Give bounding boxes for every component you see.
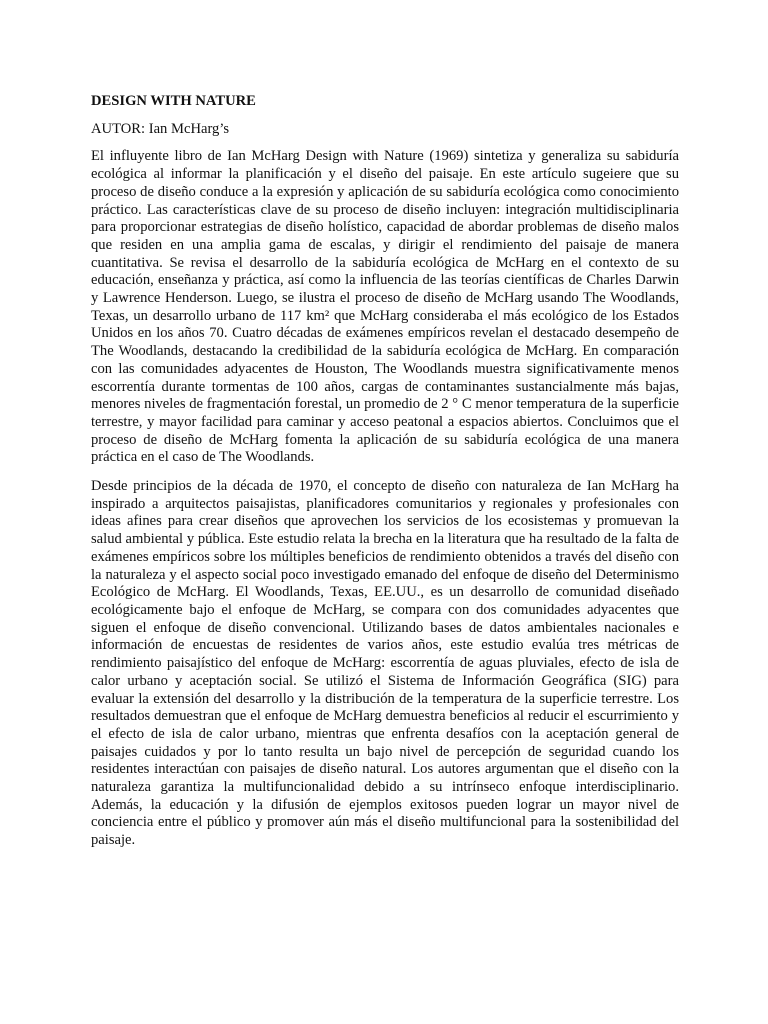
document-title: DESIGN WITH NATURE (91, 93, 256, 109)
abstract-paragraph: El influyente libro de Ian McHarg Design with Nature (1969) sintetiza y generaliza su sabiduría ecológica al informar la planificación y el diseño del paisaje. En este artículo sugeiere que su proceso de diseño conduce a la expresión y aplicación de su sabiduría ecológica como conocimiento práctico. Las características clave de su proceso de diseño incluyen: integración multidisciplinaria para proporcionar estrategias de diseño holístico, capacidad de abordar problemas de diseño malos que residen en una amplia gama de escalas, y dirigir el rendimiento del paisaje de manera cuantitativa. Se revisa el desarrollo de la sabiduría ecológica de McHarg en el contexto de su educación, enseñanza y práctica, así como la influencia de las teorías científicas de Charles Darwin y Lawrence Henderson. Luego, se ilustra el proceso de diseño de McHarg usando The Woodlands, Texas, un desarrollo urbano de 117 km² que McHarg consideraba el más ecológico de los Estados Unidos en los años 70. Cuatro décadas de exámenes empíricos revelan el destacado desempeño de The Woodlands, destacando la credibilidad de la sabiduría ecológica de McHarg. En comparación con las comunidades adyacentes de Houston, The Woodlands muestra significativamente menos escorrentía durante tormentas de 100 años, cargas de contaminantes sustancialmente más bajas, menores niveles de fragmentación forestal, un promedio de 2 ° C menor temperatura de la superficie terrestre, y mayor facilidad para caminar y acceso peatonal a espacios abiertos. Concluimos que el proceso de diseño de McHarg fomenta la aplicación de su sabiduría ecológica de una manera práctica en el caso de The Woodlands. (91, 148, 679, 466)
document-page (91, 93, 679, 861)
document-author: AUTOR: Ian McHarg’s (91, 120, 230, 137)
body-paragraph: Desde principios de la década de 1970, el concepto de diseño con naturaleza de Ian McHarg ha inspirado a arquitectos paisajistas, planificadores comunitarios y regionales y profesionales con ideas afines para crear diseños que aprovechen los servicios de los ecosistemas y promuevan la salud ambiental y pública. Este estudio relata la brecha en la literatura que ha resultado de la falta de exámenes empíricos sobre los múltiples beneficios de rendimiento obtenidos a través del diseño con la naturaleza y el aspecto social poco investigado emanado del enfoque de diseño del Determinismo Ecológico de McHarg. El Woodlands, Texas, EE.UU., es un desarrollo de comunidad diseñado ecológicamente bajo el enfoque de McHarg, se compara con dos comunidades adyacentes que siguen el enfoque de diseño convencional. Utilizando bases de datos ambientales nacionales e información de encuestas de residentes de varios años, este estudio evalúa tres métricas de rendimiento paisajístico del enfoque de McHarg: escorrentía de aguas pluviales, efecto de isla de calor urbano y aceptación social. Se utilizó el Sistema de Información Geográfica (SIG) para evaluar la extensión del desarrollo y la distribución de la temperatura de la superficie terrestre. Los resultados demuestran que el enfoque de McHarg demuestra beneficios al reducir el escurrimiento y el efecto de isla de calor urbano, mientras que enfrenta desafíos con la aceptación general de paisajes cuidados y por lo tanto resulta un bajo nivel de percepción de seguridad cuando los residentes interactúan con paisajes de diseño natural. Los autores argumentan que el diseño con la naturaleza garantiza la multifuncionalidad debido a su intrínseco enfoque interdisciplinario. Además, la educación y la difusión de ejemplos exitosos pueden lograr un mayor nivel de conciencia entre el público y promover aún más el diseño multifuncional para la sostenibilidad del paisaje. (91, 478, 679, 849)
